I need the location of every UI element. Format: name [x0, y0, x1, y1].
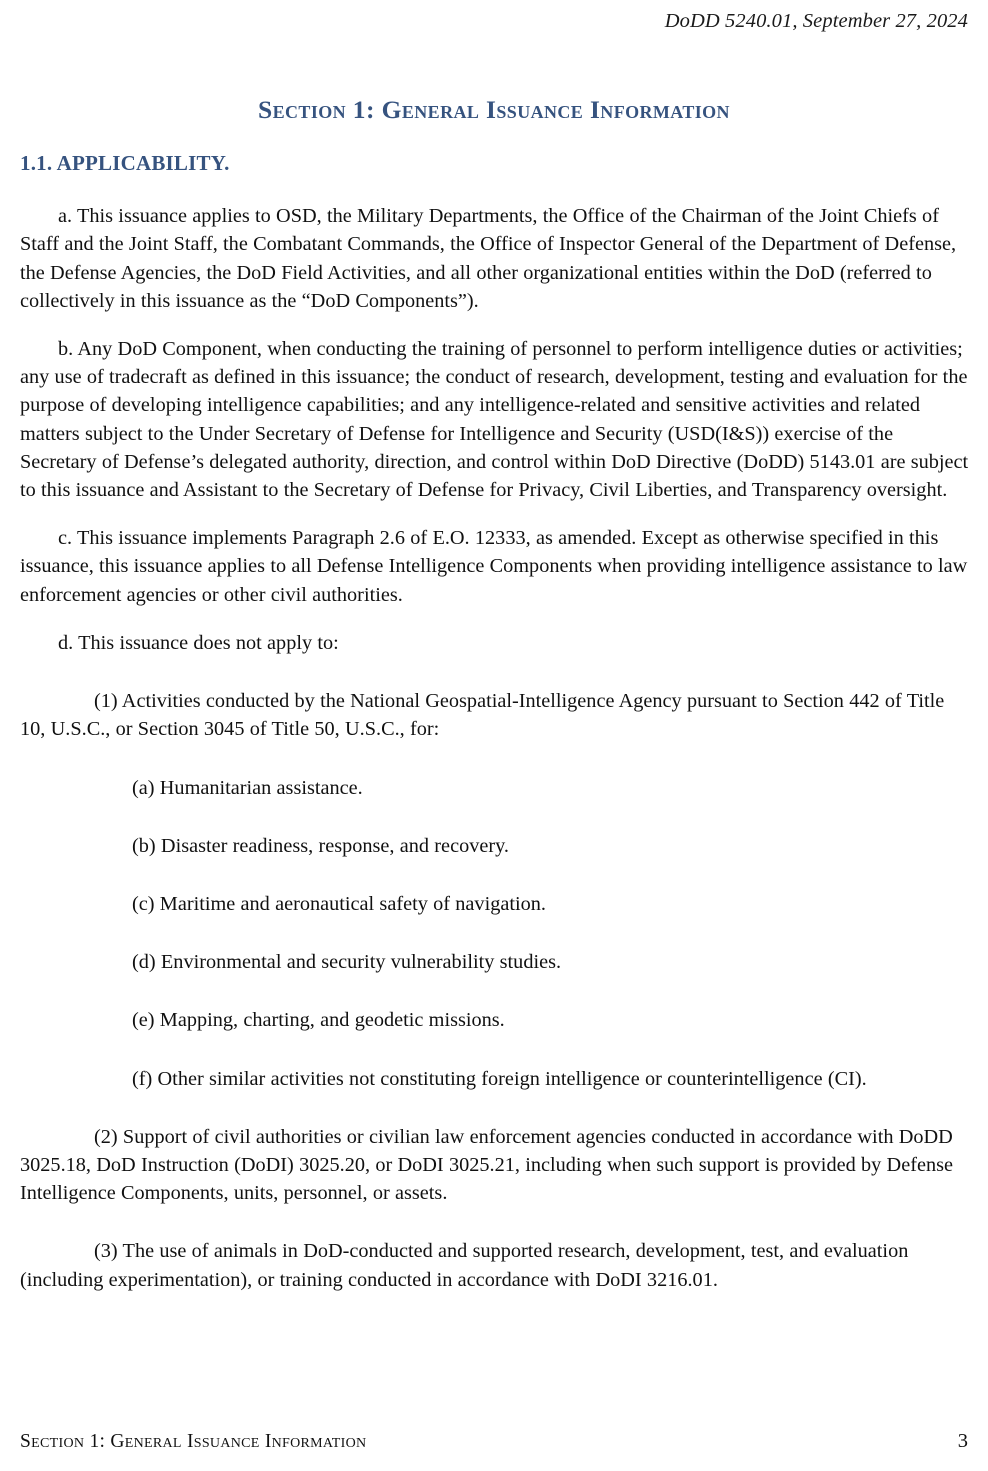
document-body	[20, 150, 970, 1314]
paragraph-d-1-c: (c) Maritime and aeronautical safety of navigation.	[132, 892, 546, 915]
paragraph-d-1-d: (d) Environmental and security vulnerability studies.	[132, 951, 562, 974]
paragraph-c: c. This issuance implements Paragraph 2.6 of E.O. 12333, as amended. Except as otherwise specified in this issuance, this issuance applies to all Defense Intelligence Components when providing intelligence assistance to law enforcement agencies or other civil authorities.	[20, 527, 968, 606]
paragraph-d-2: (2) Support of civil authorities or civilian law enforcement agencies conducted in accordance with DoDD 3025.18, DoD Instruction (DoDI) 3025.20, or DoDI 3025.21, including when such support is provided by Defense Intelligence Components, units, personnel, or assets.	[20, 1125, 953, 1205]
paragraph-d-1-a: (a) Humanitarian assistance.	[132, 776, 363, 799]
page-footer	[20, 1430, 968, 1453]
paragraph-d: d. This issuance does not apply to:	[58, 631, 339, 654]
running-header: DoDD 5240.01, September 27, 2024	[664, 10, 968, 32]
paragraph-d-1-b: (b) Disaster readiness, response, and recovery.	[132, 834, 509, 857]
paragraph-d-1-f: (f) Other similar activities not constituting foreign intelligence or counterintelligence (CI).	[132, 1067, 867, 1090]
paragraph-d-1-e: (e) Mapping, charting, and geodetic missions.	[132, 1009, 505, 1032]
page-title: Section 1: General Issuance Information	[258, 95, 730, 125]
paragraph-a: a. This issuance applies to OSD, the Military Departments, the Office of the Chairman of the Joint Chiefs of Staff and the Joint Staff, the Combatant Commands, the Office of Inspector General of the Department of Defense, the Defense Agencies, the DoD Field Activities, and all other organizational entities within the DoD (referred to collectively in this issuance as the “DoD Components”).	[20, 205, 957, 312]
footer-page-number: 3	[957, 1430, 968, 1452]
subsection-heading-applicability: 1.1. APPLICABILITY.	[20, 151, 230, 175]
paragraph-d-3: (3) The use of animals in DoD-conducted and supported research, development, test, and evaluation (including experimentation), or training conducted in accordance with DoDI 3216.01.	[20, 1240, 909, 1291]
paragraph-b: b. Any DoD Component, when conducting the training of personnel to perform intelligence duties or activities; any use of tradecraft as defined in this issuance; the conduct of research, development, testing and evaluation for the purpose of developing intelligence capabilities; and any intelligence-related and sensitive activities and related matters subject to the Under Secretary of Defense for Intelligence and Security (USD(I&S)) exercise of the Secretary of Defense’s delegated authority, direction, and control within DoD Directive (DoDD) 5143.01 are subject to this issuance and Assistant to the Secretary of Defense for Privacy, Civil Liberties, and Transparency oversight.	[20, 338, 969, 502]
footer-section-title: Section 1: General Issuance Information	[20, 1431, 367, 1452]
paragraph-d-1: (1) Activities conducted by the National Geospatial-Intelligence Agency pursuant to Section 442 of Title 10, U.S.C., or Section 3045 of Title 50, U.S.C., for:	[20, 690, 945, 741]
